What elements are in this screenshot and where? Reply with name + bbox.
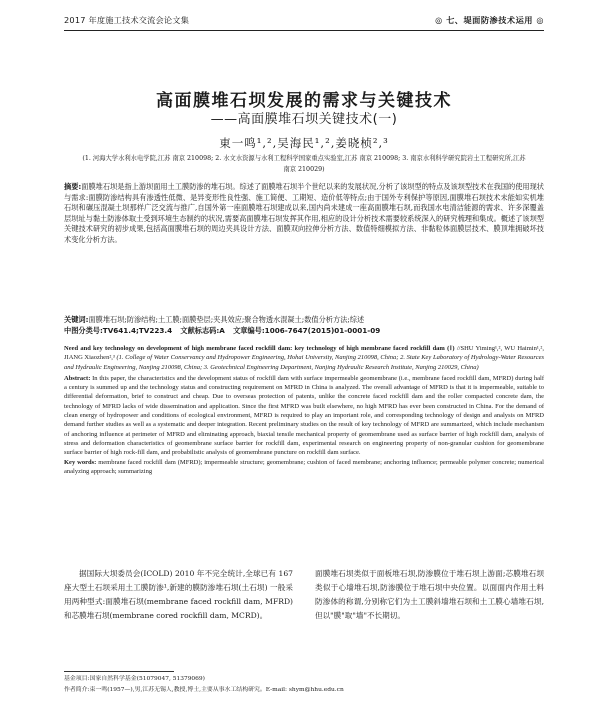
affiliation-cn: (1. 河海大学水利水电学院,江苏 南京 210098; 2. 水文水资源与水利工程科学国家重点实验室,江苏 南京 210098; 3. 南京水利科学研究院岩土工程研究所,江苏 南京 210029): [82, 155, 526, 173]
body-column-left: 据国际大坝委员会(ICOLD) 2010 年不完全统计,全球已有 167 座大型土石坝采用土工膜防渗¹,新建的膜防渗堆石坝(土石坝) 一般采用两种型式:面膜堆石坝(membrane faced rockfill dam, MFRD)和芯膜堆石坝(membrane cored rockfill dam, MCRD)。: [64, 569, 293, 620]
keywords-cn-label: 关键词:: [64, 315, 89, 324]
header-section-title: ◎ 七、堤面防渗技术运用 ◎: [435, 15, 544, 25]
header-rule: [64, 30, 544, 31]
clc-number: 中图分类号:TV641.4;TV223.4: [64, 326, 173, 335]
paper-subtitle: ——高面膜堆石坝关键技术(一): [210, 112, 398, 127]
body-column-right: 面膜堆石坝类似于面板堆石坝,防渗膜位于堆石坝上游面;芯膜堆石坝类似于心墙堆石坝,防渗膜位于堆石坝中央位置。以面面内作用土料防渗体的称谓,分别称它们为土工膜斜墙堆石坝和土工膜心墙堆石坝,但以"膜"取"墙"不长期切。: [315, 569, 544, 620]
paper-title: 高面膜堆石坝发展的需求与关键技术: [156, 91, 452, 111]
english-abstract: [64, 374, 544, 458]
english-abstract-block: [64, 344, 544, 476]
keywords-cn: [64, 315, 544, 326]
english-affiliation: (1. College of Water Conservancy and Hydropower Engineering, Hohai University, Nanjing 210098, China; 2. State Key Laboratory of Hydrology-Water Resources and Hydraulic Engineering, Nanjing 210098, China; 3. Geotechnical Engineering Department, Nanjing Hydraulic Research Institute, Nanjing 210029, China): [64, 354, 544, 371]
english-title: Need and key technology on development of high membrane faced rockfill dam: key technology of high membrane faced rockfill dam (Ⅰ): [64, 345, 455, 352]
footnote-author: 作者简介:束一鸣(1957—),男,江苏无锡人,教授,博士,主要从事水工结构研究。E-mail: shym@hhu.edu.cn: [64, 687, 344, 693]
header-proceedings-title: 2017 年度施工技术交流会论文集: [64, 15, 190, 25]
english-abstract-label: Abstract:: [64, 374, 91, 382]
abstract-cn: [64, 182, 544, 246]
document-code: 文献标志码:A: [180, 326, 225, 335]
running-header: [64, 12, 544, 28]
english-abstract-text: In this paper, the characteristics and the development status of rockfill dam with surface impermeable geomembrane (i.e., membrane faced rockfill dam, MFRD) during half a century is summed up and the technology status and constructing requirement on MFRD in China is analyzed. The overall advantage of MFRD is that it is impermeable, suitable to differential deformation, brief to construct and cheap. Due to overseas protection of patents, unlike the concrete faced rockfill dam and the roller compacted concrete dam, the technology of MFRD lacks of wide dissemination and application. Since the first MFRD was built elsewhere, no high MFRD has ever been constructed in China. For the demand of clean energy of hydropower and conditions of ecological environment, MFRD is required to play an important role, and corresponding technology of design and analysis on MFRD demand further studies as well as a systematic and deeper integration. Recent preliminary studies on the result of key technology of MFRD are summarized, which include mechanism of anchoring influence at perimeter of MFRD and eliminating approach, biaxial tensile mechanical property of geomembrane used as surface barrier of high rockfill dam, analysis of stress and deformation characteristics of geomembrane surface barrier for rockfill dam, experimental research on engineering property of non-granular cushion for geomembrane surface barrier of high rock-fill dam, and probabilistic analysis of geomembrane puncture on rockfill dam surface.: [64, 374, 544, 457]
author-list: 東一鸣¹,²,吴海民¹,²,姜晓桢²,³: [219, 136, 389, 150]
classification-line: [64, 326, 544, 337]
english-header: [64, 344, 544, 372]
english-authors: //SHU Yiming¹,², WU Haimin¹,², JIANG Xiaozhen²,³: [64, 345, 544, 362]
abstract-cn-text: 面膜堆石坝是指上游坝面用土工膜防渗的堆石坝。综述了面膜堆石坝半个世纪以来的发展状况,分析了该坝型的特点及该坝型技术在我国的使用现状与需求:面膜防渗结构具有渗透性低微、是异变形性良性强、施工简便、工期短、造价低等特点;由于国外专利保护等原因,面膜堆石坝技术未能如实机堆石坝和碾压混凝土坝那样广泛交流与推广,自国外第一座面膜堆石坝建成以来,国内尚未建成一座高面膜堆石坝,而我国水电清洁能源的需求、许多深覆盖层坝址与黏土防渗体取土受到环境生态制约的状况,需要高面膜堆石坝发挥其作用,相应的设计分析技术需要较系统深入的研究梳理和集成。概述了该坝型关键技术研究的初步成果,包括高面膜堆石坝的周边夹具设计方法、面膜双向拉伸分析方法、数值特细模拟方法、非黏粒体面膜层技术、膜顶堆拥破坏技术变化分析方法。: [64, 182, 544, 244]
english-keywords-text: membrane faced rockfill dam (MFRD); impermeable structure; geomembrane; cushion of faced membrane; anchoring influence; permeable polymer concrete; numerical analyzing approach; summarizing: [64, 458, 544, 475]
footnote-fund: 基金项目:国家自然科学基金(51079047, 51379069): [64, 676, 205, 682]
abstract-cn-label: 摘要:: [64, 182, 82, 191]
english-keywords-label: Key words:: [64, 458, 97, 466]
footnote-rule: [64, 671, 174, 672]
article-id: 文章编号:1006-7647(2015)01-0001-09: [233, 326, 381, 335]
english-keywords: [64, 458, 544, 477]
keywords-cn-text: 面膜堆石坝;防渗结构;土工膜;面膜垫层;夹具效应;聚合物透水混凝土;数值分析方法;综述: [88, 315, 365, 324]
